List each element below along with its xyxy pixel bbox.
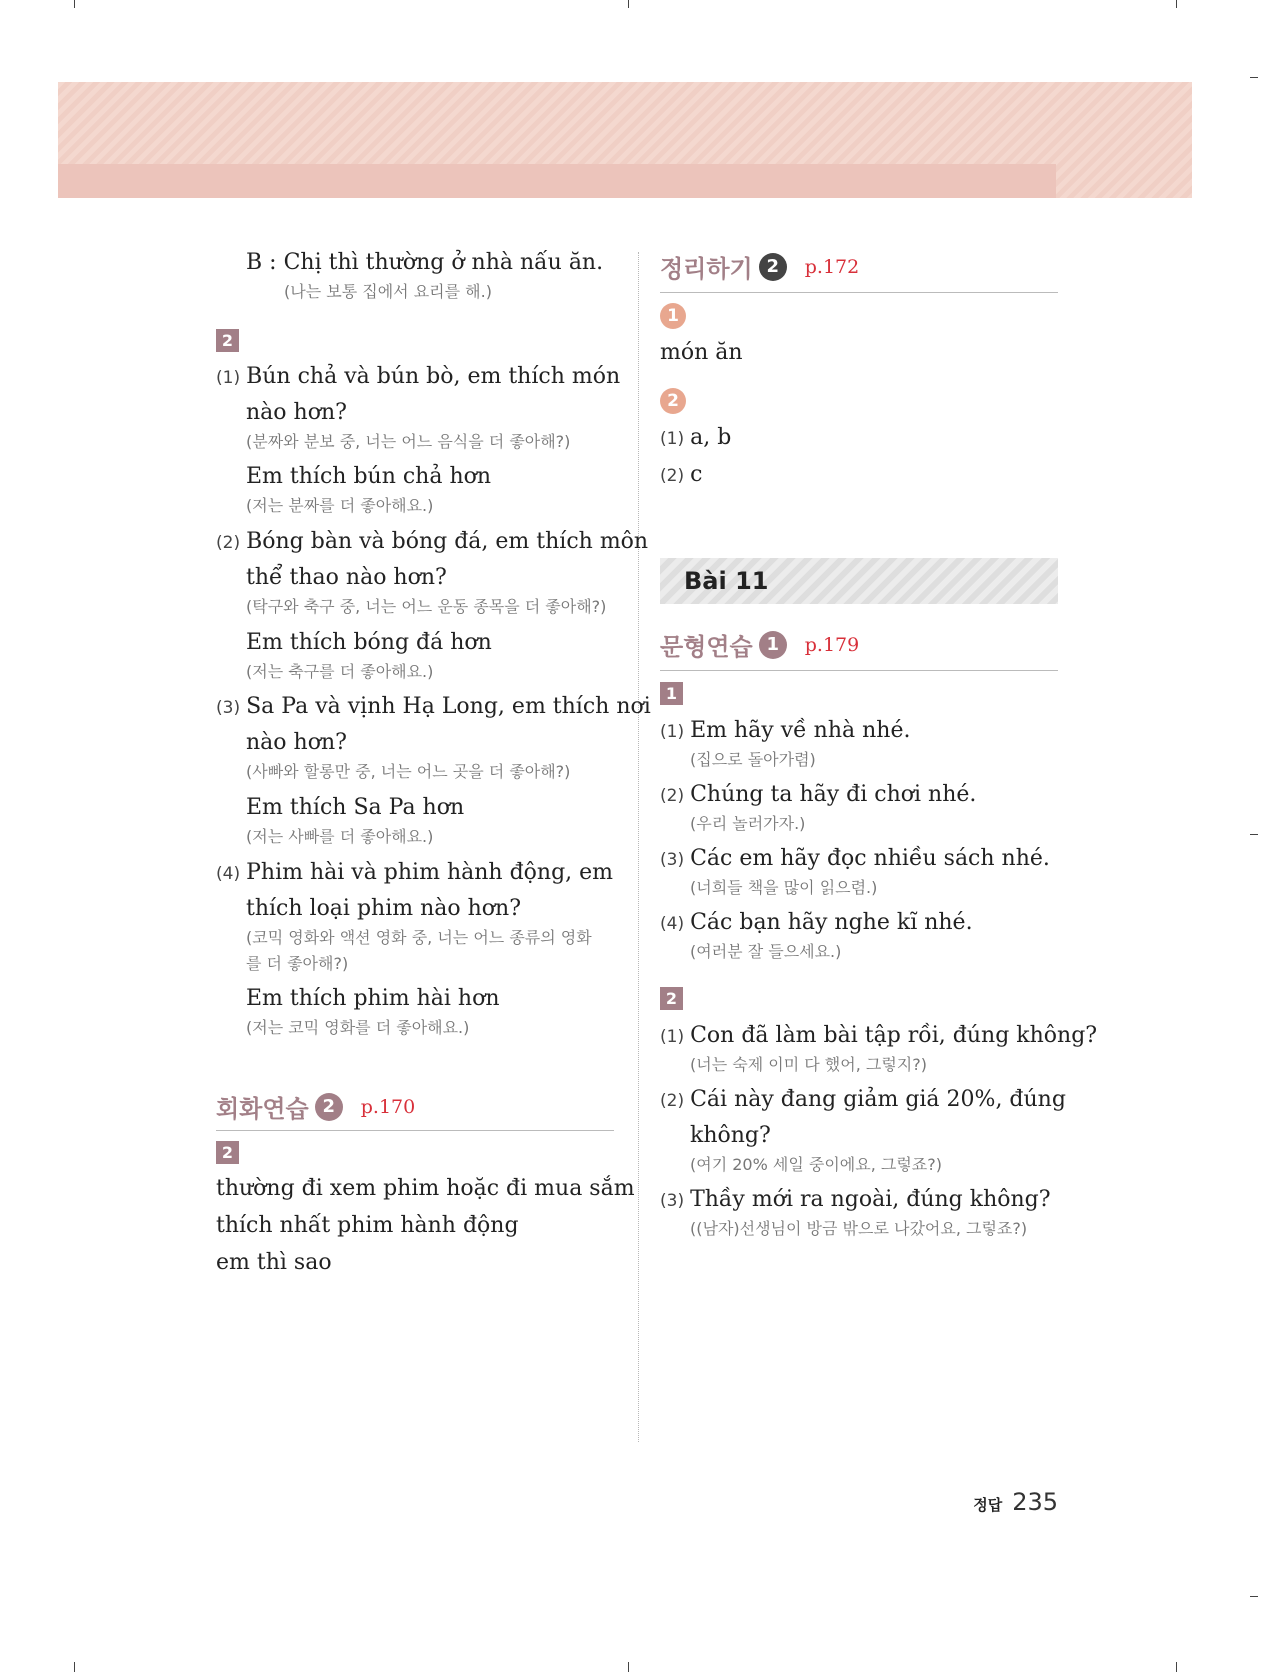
exercise-item-1-line2: nào hơn?: [246, 400, 347, 425]
item-text: c: [690, 462, 703, 487]
section-title: 문형연습: [660, 633, 753, 661]
question-text: Bóng bàn và bóng đá, em thích môn: [246, 529, 649, 554]
exercise-item-3-answer-translation: (저는 사빠를 더 좋아해요.): [246, 827, 434, 846]
item-number: (4): [660, 914, 685, 934]
exercise-item-1-translation: (분짜와 분보 중, 너는 어느 음식을 더 좋아해?): [246, 432, 571, 451]
crop-mark: [1250, 1596, 1258, 1597]
item-number: (3): [660, 850, 685, 870]
exercise-item-4-translation: (코믹 영화와 액션 영화 중, 너는 어느 종류의 영화: [246, 928, 592, 947]
review-part-2-badge: 2: [660, 388, 686, 414]
review-section-header: [660, 249, 859, 284]
item-number: (1): [660, 722, 685, 742]
item-number: (2): [660, 466, 685, 486]
speaker-label: B :: [246, 250, 277, 275]
crop-mark: [1176, 0, 1177, 8]
pattern-1-item-2: [660, 782, 976, 808]
exercise-item-1-answer: Em thích bún chả hơn: [246, 464, 492, 489]
section-rule: [660, 292, 1058, 293]
item-number: (2): [660, 786, 685, 806]
item-number: (3): [216, 698, 241, 718]
conversation-line-3: em thì sao: [216, 1250, 332, 1275]
pattern-1-item-4: [660, 910, 973, 936]
section-number: 2: [759, 253, 787, 281]
exercise-item-2-answer: Em thích bóng đá hơn: [246, 630, 492, 655]
exercise-item-3-answer: Em thích Sa Pa hơn: [246, 795, 465, 820]
section-number: 1: [759, 631, 787, 659]
item-text: Chúng ta hãy đi chơi nhé.: [690, 782, 977, 807]
item-text: Các bạn hãy nghe kĩ nhé.: [690, 910, 973, 935]
section-title: 회화연습: [216, 1095, 309, 1123]
exercise-item-4-line2: thích loại phim nào hơn?: [246, 896, 521, 921]
exercise-item-2-line2: thể thao nào hơn?: [246, 565, 447, 590]
item-text: Thầy mới ra ngoài, đúng không?: [690, 1187, 1051, 1212]
pattern-2-item-3: [660, 1187, 1051, 1213]
pattern-2-item-2-line2: không?: [690, 1123, 771, 1148]
lesson-title: Bài 11: [684, 567, 769, 595]
crop-mark: [1176, 1662, 1177, 1672]
pattern-section-header: [660, 627, 859, 662]
exercise-2-badge: 2: [216, 329, 239, 352]
pattern-2-item-2: [660, 1087, 1066, 1113]
dialog-b-translation: (나는 보통 집에서 요리를 해.): [284, 282, 492, 301]
crop-mark: [628, 0, 629, 8]
pattern-2-item-1-translation: (너는 숙제 이미 다 했어, 그렇지?): [690, 1055, 927, 1074]
item-text: Cái này đang giảm giá 20%, đúng: [690, 1087, 1066, 1112]
conversation-line-2: thích nhất phim hành động: [216, 1213, 519, 1238]
item-text: Các em hãy đọc nhiều sách nhé.: [690, 846, 1050, 871]
conversation-badge: 2: [216, 1141, 239, 1164]
item-text: Em hãy về nhà nhé.: [690, 718, 911, 743]
pattern-1-item-4-translation: (여러분 잘 들으세요.): [690, 942, 842, 961]
question-text: Sa Pa và vịnh Hạ Long, em thích nơi: [246, 694, 651, 719]
exercise-item-1-answer-translation: (저는 분짜를 더 좋아해요.): [246, 496, 434, 515]
pattern-2-item-2-translation: (여기 20% 세일 중이에요, 그렇죠?): [690, 1155, 942, 1174]
section-rule: [660, 670, 1058, 671]
column-divider: [638, 252, 639, 1442]
review-part-1-answer: món ăn: [660, 340, 743, 365]
question-text: Phim hài và phim hành động, em: [246, 860, 614, 885]
item-number: (4): [216, 864, 241, 884]
page-reference: p.179: [804, 633, 860, 656]
lesson-header-box: [660, 558, 1058, 604]
pattern-group-1-badge: 1: [660, 682, 683, 705]
exercise-item-4-translation-cont: 를 더 좋아해?): [246, 954, 349, 973]
review-part-2-item-2: [660, 462, 702, 488]
pattern-2-item-1: [660, 1023, 1097, 1049]
item-number: (1): [660, 429, 685, 449]
item-number: (2): [216, 533, 241, 553]
conversation-section-header: [216, 1089, 415, 1124]
dialog-b-line: [246, 250, 603, 276]
pattern-1-item-2-translation: (우리 놀러가자.): [690, 814, 806, 833]
page-number: 235: [1012, 1488, 1058, 1516]
exercise-item-2-answer-translation: (저는 축구를 더 좋아해요.): [246, 662, 434, 681]
item-number: (3): [660, 1191, 685, 1211]
exercise-item-4-answer: Em thích phim hài hơn: [246, 986, 500, 1011]
review-part-2-item-1: [660, 425, 731, 451]
exercise-item-4-answer-translation: (저는 코믹 영화를 더 좋아해요.): [246, 1018, 470, 1037]
exercise-item-3-line1: [216, 694, 651, 720]
exercise-item-3-line2: nào hơn?: [246, 730, 347, 755]
exercise-item-1-line1: [216, 364, 620, 390]
pattern-2-item-3-translation: ((남자)선생님이 방금 밖으로 나갔어요, 그렇죠?): [690, 1219, 1028, 1238]
section-title: 정리하기: [660, 255, 753, 283]
item-text: Con đã làm bài tập rồi, đúng không?: [690, 1023, 1098, 1048]
item-text: a, b: [690, 425, 732, 450]
crop-mark: [1250, 77, 1258, 78]
exercise-item-2-translation: (탁구와 축구 중, 너는 어느 운동 종목을 더 좋아해?): [246, 597, 607, 616]
crop-mark: [1250, 834, 1258, 835]
dialog-b-text: Chị thì thường ở nhà nấu ăn.: [283, 250, 604, 275]
header-band-strip: [58, 164, 1056, 198]
crop-mark: [628, 1662, 629, 1672]
item-number: (2): [660, 1091, 685, 1111]
section-number: 2: [315, 1093, 343, 1121]
page-reference: p.170: [360, 1095, 416, 1118]
answer-key-label: 정답: [973, 1496, 1003, 1514]
review-part-1-badge: 1: [660, 303, 686, 329]
page-footer: [973, 1488, 1058, 1516]
pattern-1-item-3-translation: (너희들 책을 많이 읽으렴.): [690, 878, 878, 897]
exercise-item-2-line1: [216, 529, 648, 555]
section-rule: [216, 1130, 614, 1131]
item-number: (1): [660, 1027, 685, 1047]
crop-mark: [74, 1662, 75, 1672]
question-text: Bún chả và bún bò, em thích món: [246, 364, 621, 389]
page-reference: p.172: [804, 255, 860, 278]
pattern-1-item-1-translation: (집으로 돌아가렴): [690, 750, 816, 769]
conversation-line-1: thường đi xem phim hoặc đi mua sắm: [216, 1176, 635, 1201]
crop-mark: [74, 0, 75, 8]
pattern-1-item-1: [660, 718, 910, 744]
item-number: (1): [216, 368, 241, 388]
pattern-group-2-badge: 2: [660, 987, 683, 1010]
exercise-item-3-translation: (사빠와 할롱만 중, 너는 어느 곳을 더 좋아해?): [246, 762, 571, 781]
exercise-item-4-line1: [216, 860, 613, 886]
pattern-1-item-3: [660, 846, 1050, 872]
